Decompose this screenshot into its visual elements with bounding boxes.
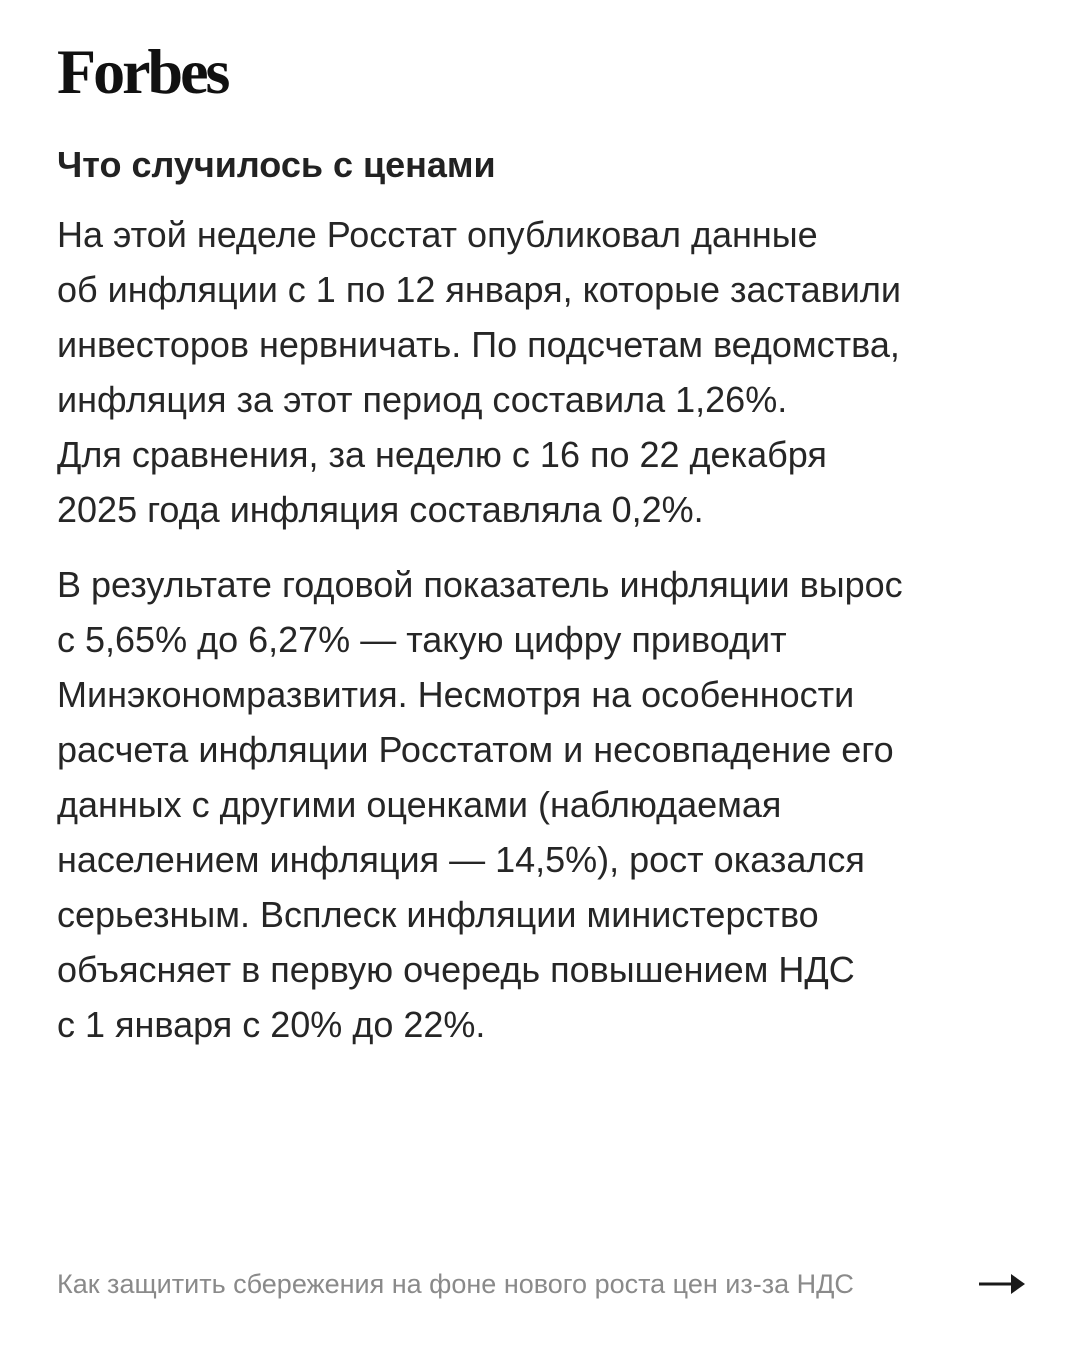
paragraph-line: В результате годовой показатель инфляции вырос bbox=[57, 564, 903, 605]
related-article-title: Как защитить сбережения на фоне нового роста цен из-за НДС bbox=[57, 1268, 854, 1299]
paragraph-line: Для сравнения, за неделю с 16 по 22 декабря bbox=[57, 434, 827, 475]
paragraph-line: серьезным. Всплеск инфляции министерство bbox=[57, 894, 819, 935]
paragraph-line: с 5,65% до 6,27% — такую цифру приводит bbox=[57, 619, 787, 660]
forbes-logo: Forbes bbox=[57, 36, 228, 107]
paragraph-line: об инфляции с 1 по 12 января, которые заставили bbox=[57, 269, 902, 310]
paragraph-line: инвесторов нервничать. По подсчетам ведомства, bbox=[57, 324, 900, 365]
paragraph-line: инфляция за этот период составила 1,26%. bbox=[57, 379, 788, 420]
paragraph-line: объясняет в первую очередь повышением НДС bbox=[57, 949, 855, 990]
paragraph-line: с 1 января с 20% до 22%. bbox=[57, 1004, 486, 1045]
section-heading: Что случилось с ценами bbox=[57, 144, 496, 185]
paragraph-line: Минэкономразвития. Несмотря на особенности bbox=[57, 674, 855, 715]
article-paragraph-1 bbox=[57, 207, 1017, 537]
arrow-right-icon[interactable] bbox=[977, 1269, 1027, 1299]
article-paragraph-2 bbox=[57, 557, 1017, 1052]
paragraph-line: 2025 года инфляция составляла 0,2%. bbox=[57, 489, 704, 530]
paragraph-line: населением инфляция — 14,5%), рост оказался bbox=[57, 839, 865, 880]
paragraph-line: данных с другими оценками (наблюдаемая bbox=[57, 784, 782, 825]
paragraph-line: расчета инфляции Росстатом и несовпадение его bbox=[57, 729, 894, 770]
paragraph-line: На этой неделе Росстат опубликовал данные bbox=[57, 214, 818, 255]
related-article-link[interactable] bbox=[57, 1262, 1027, 1306]
